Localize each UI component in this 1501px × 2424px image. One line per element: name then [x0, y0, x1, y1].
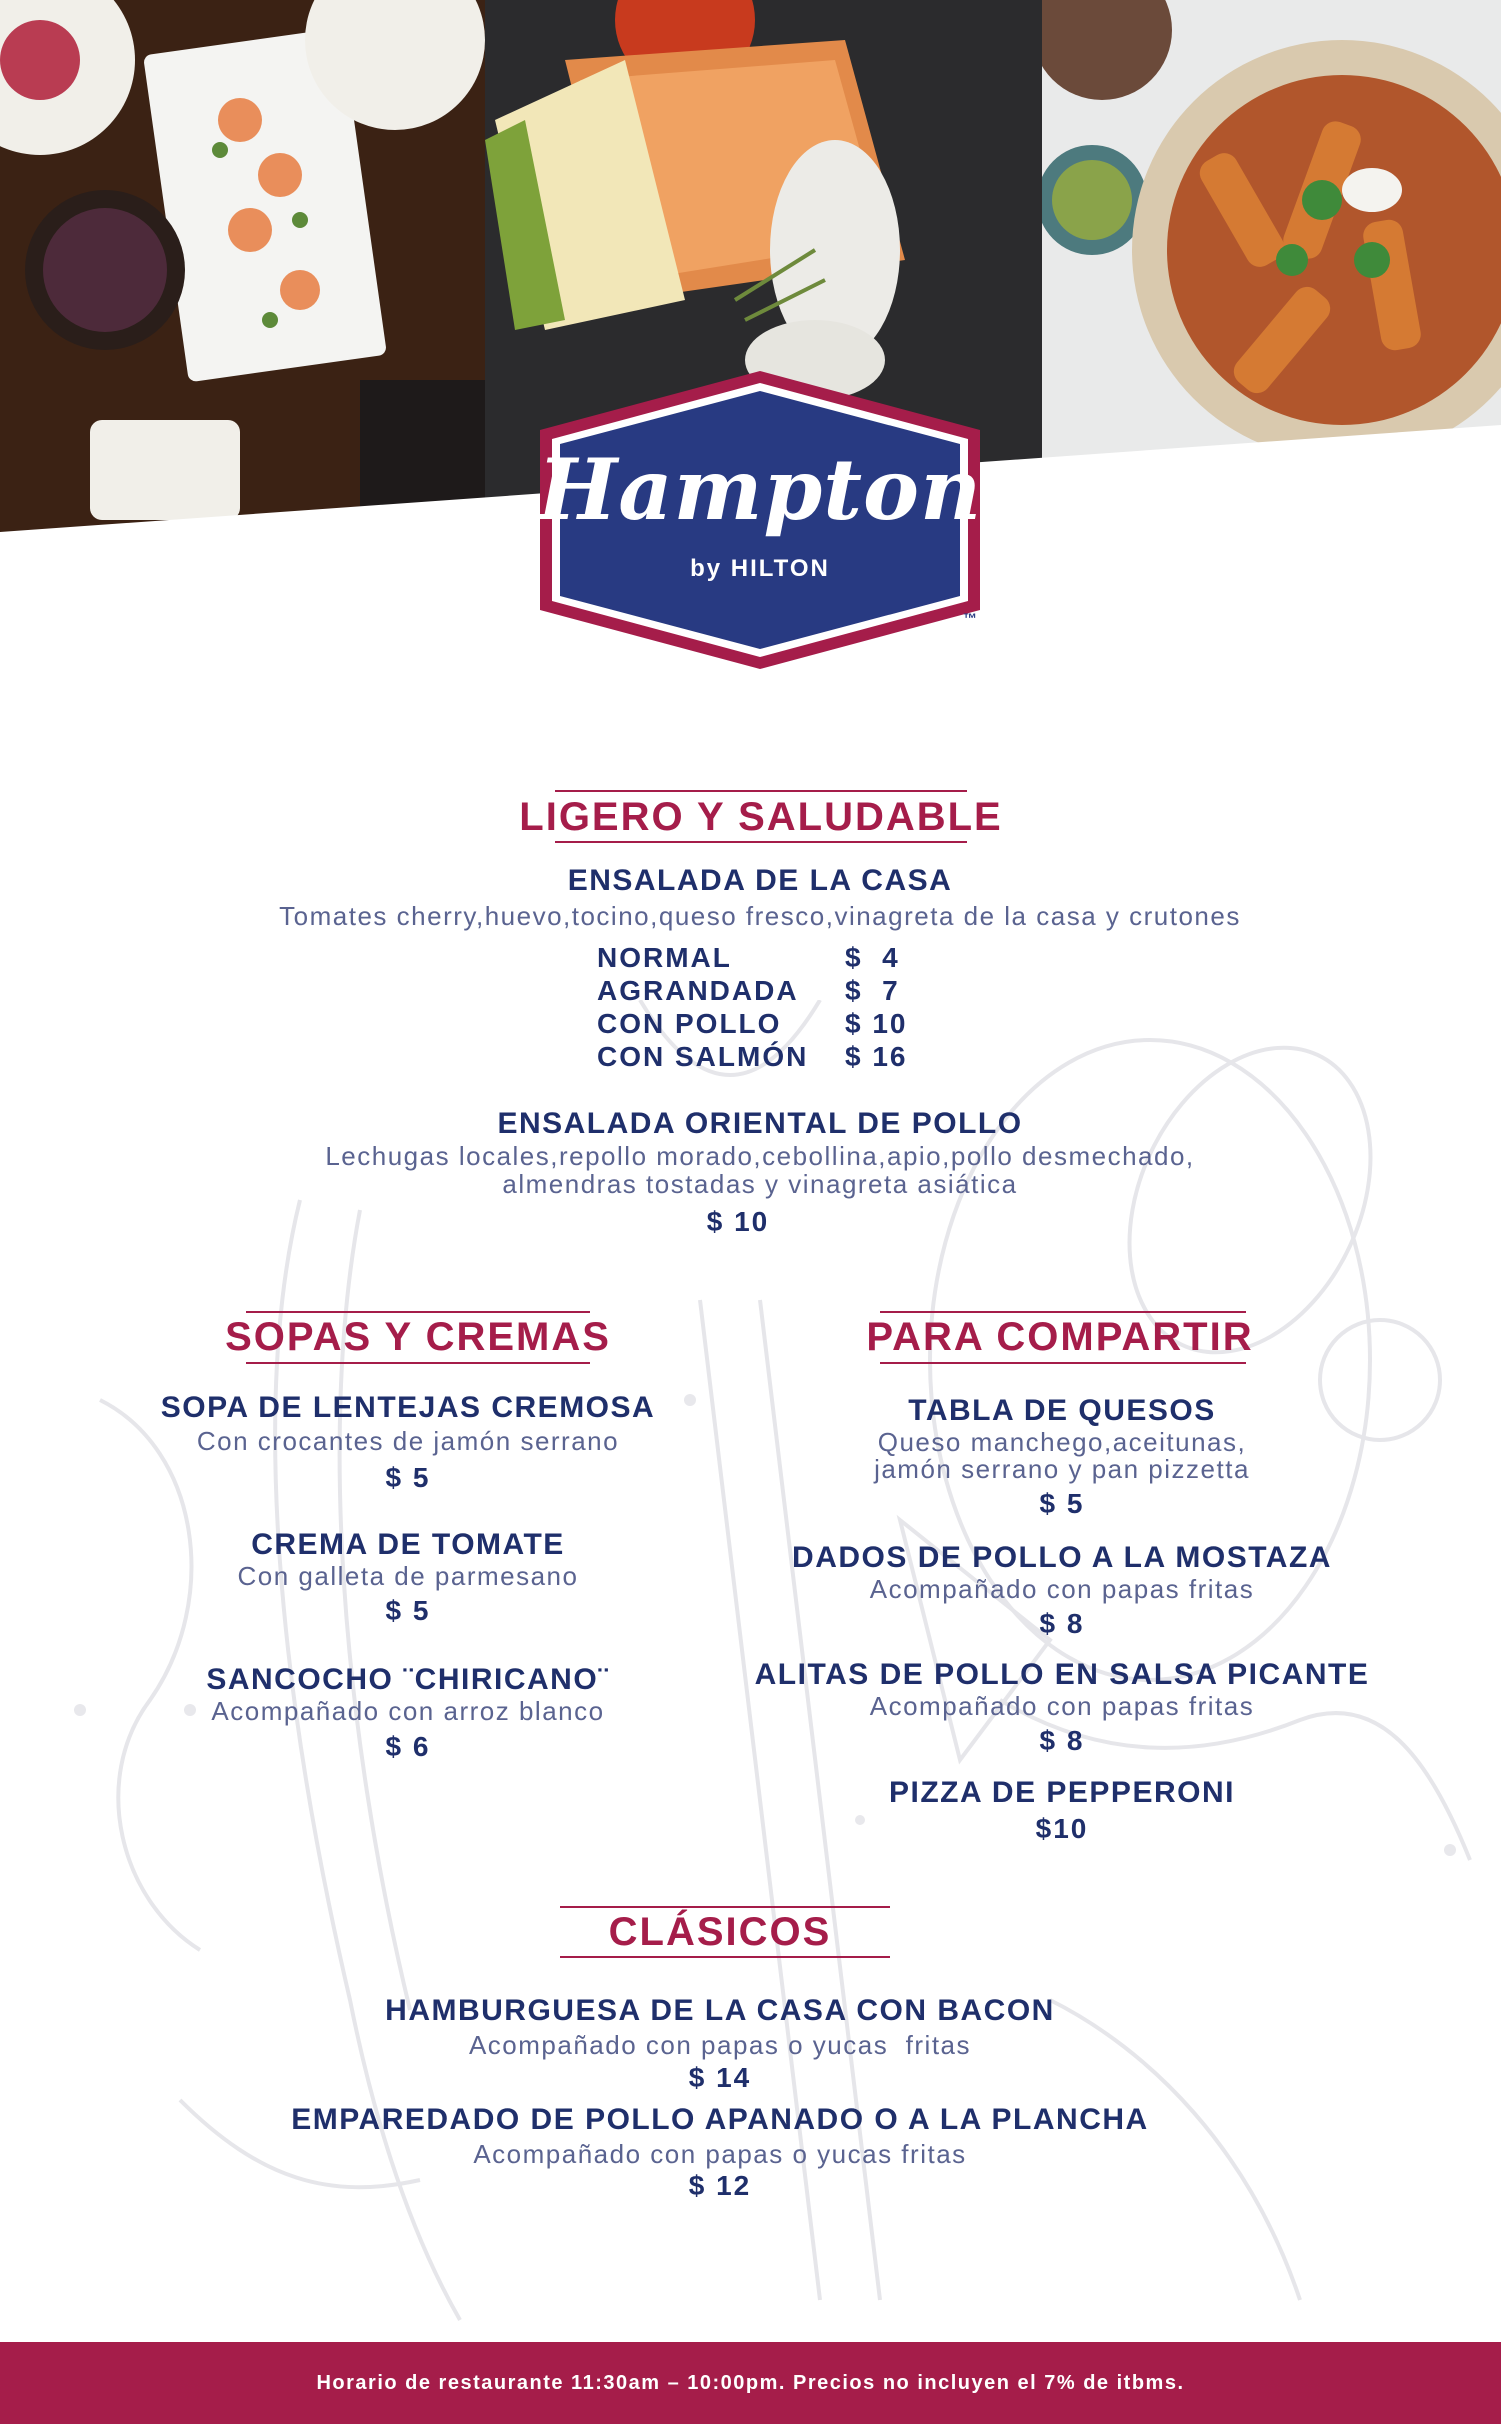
item-emparedado-name: EMPAREDADO DE POLLO APANADO O A LA PLANCHA [291, 2103, 1149, 2136]
section-sopas-line-bottom [246, 1362, 590, 1364]
price-option-row [597, 974, 908, 1007]
item-dados-pollo-name: DADOS DE POLLO A LA MOSTAZA [792, 1541, 1332, 1574]
section-ligero-line-top [555, 790, 967, 792]
section-ligero-line-bottom [555, 841, 967, 843]
item-ensalada-oriental-price: $ 10 [706, 1206, 770, 1237]
section-compartir-line-bottom [880, 1362, 1246, 1364]
section-title-ligero: LIGERO Y SALUDABLE [519, 795, 1003, 839]
price-option-row [597, 941, 908, 974]
logo-trademark: ™ [963, 610, 977, 626]
item-sopa-lentejas-price: $ 5 [385, 1462, 431, 1493]
ensalada-casa-price-table [597, 941, 908, 1073]
item-ensalada-oriental-desc-line1: Lechugas locales,repollo morado,cebollina,apio,pollo desmechado, [325, 1141, 1195, 1171]
item-sopa-lentejas-name: SOPA DE LENTEJAS CREMOSA [160, 1391, 656, 1424]
option-price: $ 10 [845, 1008, 908, 1039]
section-compartir-line-top [880, 1311, 1246, 1313]
item-dados-pollo-desc: Acompañado con papas fritas [869, 1574, 1255, 1604]
item-pizza-pepperoni-price: $10 [1035, 1813, 1089, 1844]
section-title-clasicos: CLÁSICOS [608, 1910, 832, 1954]
item-emparedado-desc: Acompañado con papas o yucas fritas [473, 2139, 967, 2169]
item-alitas-pollo-price: $ 8 [1039, 1725, 1085, 1756]
item-ensalada-oriental-desc-line2: almendras tostadas y vinagreta asiática [502, 1169, 1018, 1199]
item-tabla-quesos-desc-line2: jamón serrano y pan pizzetta [874, 1454, 1250, 1484]
section-title-compartir: PARA COMPARTIR [866, 1315, 1254, 1359]
logo-sub-text: by HILTON [690, 555, 830, 582]
logo-brand-text: Hampton [537, 440, 983, 539]
section-clasicos-line-bottom [560, 1956, 890, 1958]
item-hamburguesa-name: HAMBURGUESA DE LA CASA CON BACON [385, 1994, 1055, 2027]
item-sopa-lentejas-desc: Con crocantes de jamón serrano [196, 1426, 620, 1456]
footer-bar [0, 2342, 1501, 2424]
footer-text: Horario de restaurante 11:30am – 10:00pm. Precios no incluyen el 7% de itbms. [316, 2371, 1185, 2394]
item-hamburguesa-price: $ 14 [688, 2062, 752, 2093]
item-pizza-pepperoni-name: PIZZA DE PEPPERONI [889, 1776, 1235, 1809]
item-crema-tomate-desc: Con galleta de parmesano [237, 1561, 579, 1591]
option-label: AGRANDADA [597, 975, 799, 1006]
price-option-row [597, 1040, 908, 1073]
option-price: $ 16 [845, 1041, 908, 1072]
item-tabla-quesos-desc-line1: Queso manchego,aceitunas, [877, 1427, 1247, 1457]
item-alitas-pollo-name: ALITAS DE POLLO EN SALSA PICANTE [754, 1658, 1370, 1691]
item-crema-tomate-name: CREMA DE TOMATE [251, 1528, 565, 1561]
item-sancocho-price: $ 6 [385, 1731, 431, 1762]
option-label: CON POLLO [597, 1008, 782, 1039]
section-sopas-line-top [246, 1311, 590, 1313]
item-hamburguesa-desc: Acompañado con papas o yucas fritas [468, 2030, 972, 2060]
item-emparedado-price: $ 12 [688, 2170, 752, 2201]
item-crema-tomate-price: $ 5 [385, 1595, 431, 1626]
item-tabla-quesos-price: $ 5 [1039, 1488, 1085, 1519]
item-ensalada-oriental-name: ENSALADA ORIENTAL DE POLLO [497, 1107, 1023, 1140]
item-tabla-quesos-name: TABLA DE QUESOS [908, 1394, 1216, 1427]
item-sancocho-desc: Acompañado con arroz blanco [211, 1696, 605, 1726]
item-ensalada-casa-desc: Tomates cherry,huevo,tocino,queso fresco,vinagreta de la casa y crutones [279, 901, 1241, 931]
item-dados-pollo-price: $ 8 [1039, 1608, 1085, 1639]
option-price: $ 4 [845, 942, 900, 973]
option-label: CON SALMÓN [597, 1041, 809, 1072]
item-sancocho-name: SANCOCHO ¨CHIRICANO¨ [206, 1663, 610, 1696]
item-ensalada-casa-name: ENSALADA DE LA CASA [567, 864, 953, 897]
section-clasicos-line-top [560, 1906, 890, 1908]
price-option-row [597, 1007, 908, 1040]
option-price: $ 7 [845, 975, 900, 1006]
option-label: NORMAL [597, 942, 732, 973]
section-title-sopas: SOPAS Y CREMAS [225, 1315, 611, 1359]
item-alitas-pollo-desc: Acompañado con papas fritas [869, 1691, 1255, 1721]
